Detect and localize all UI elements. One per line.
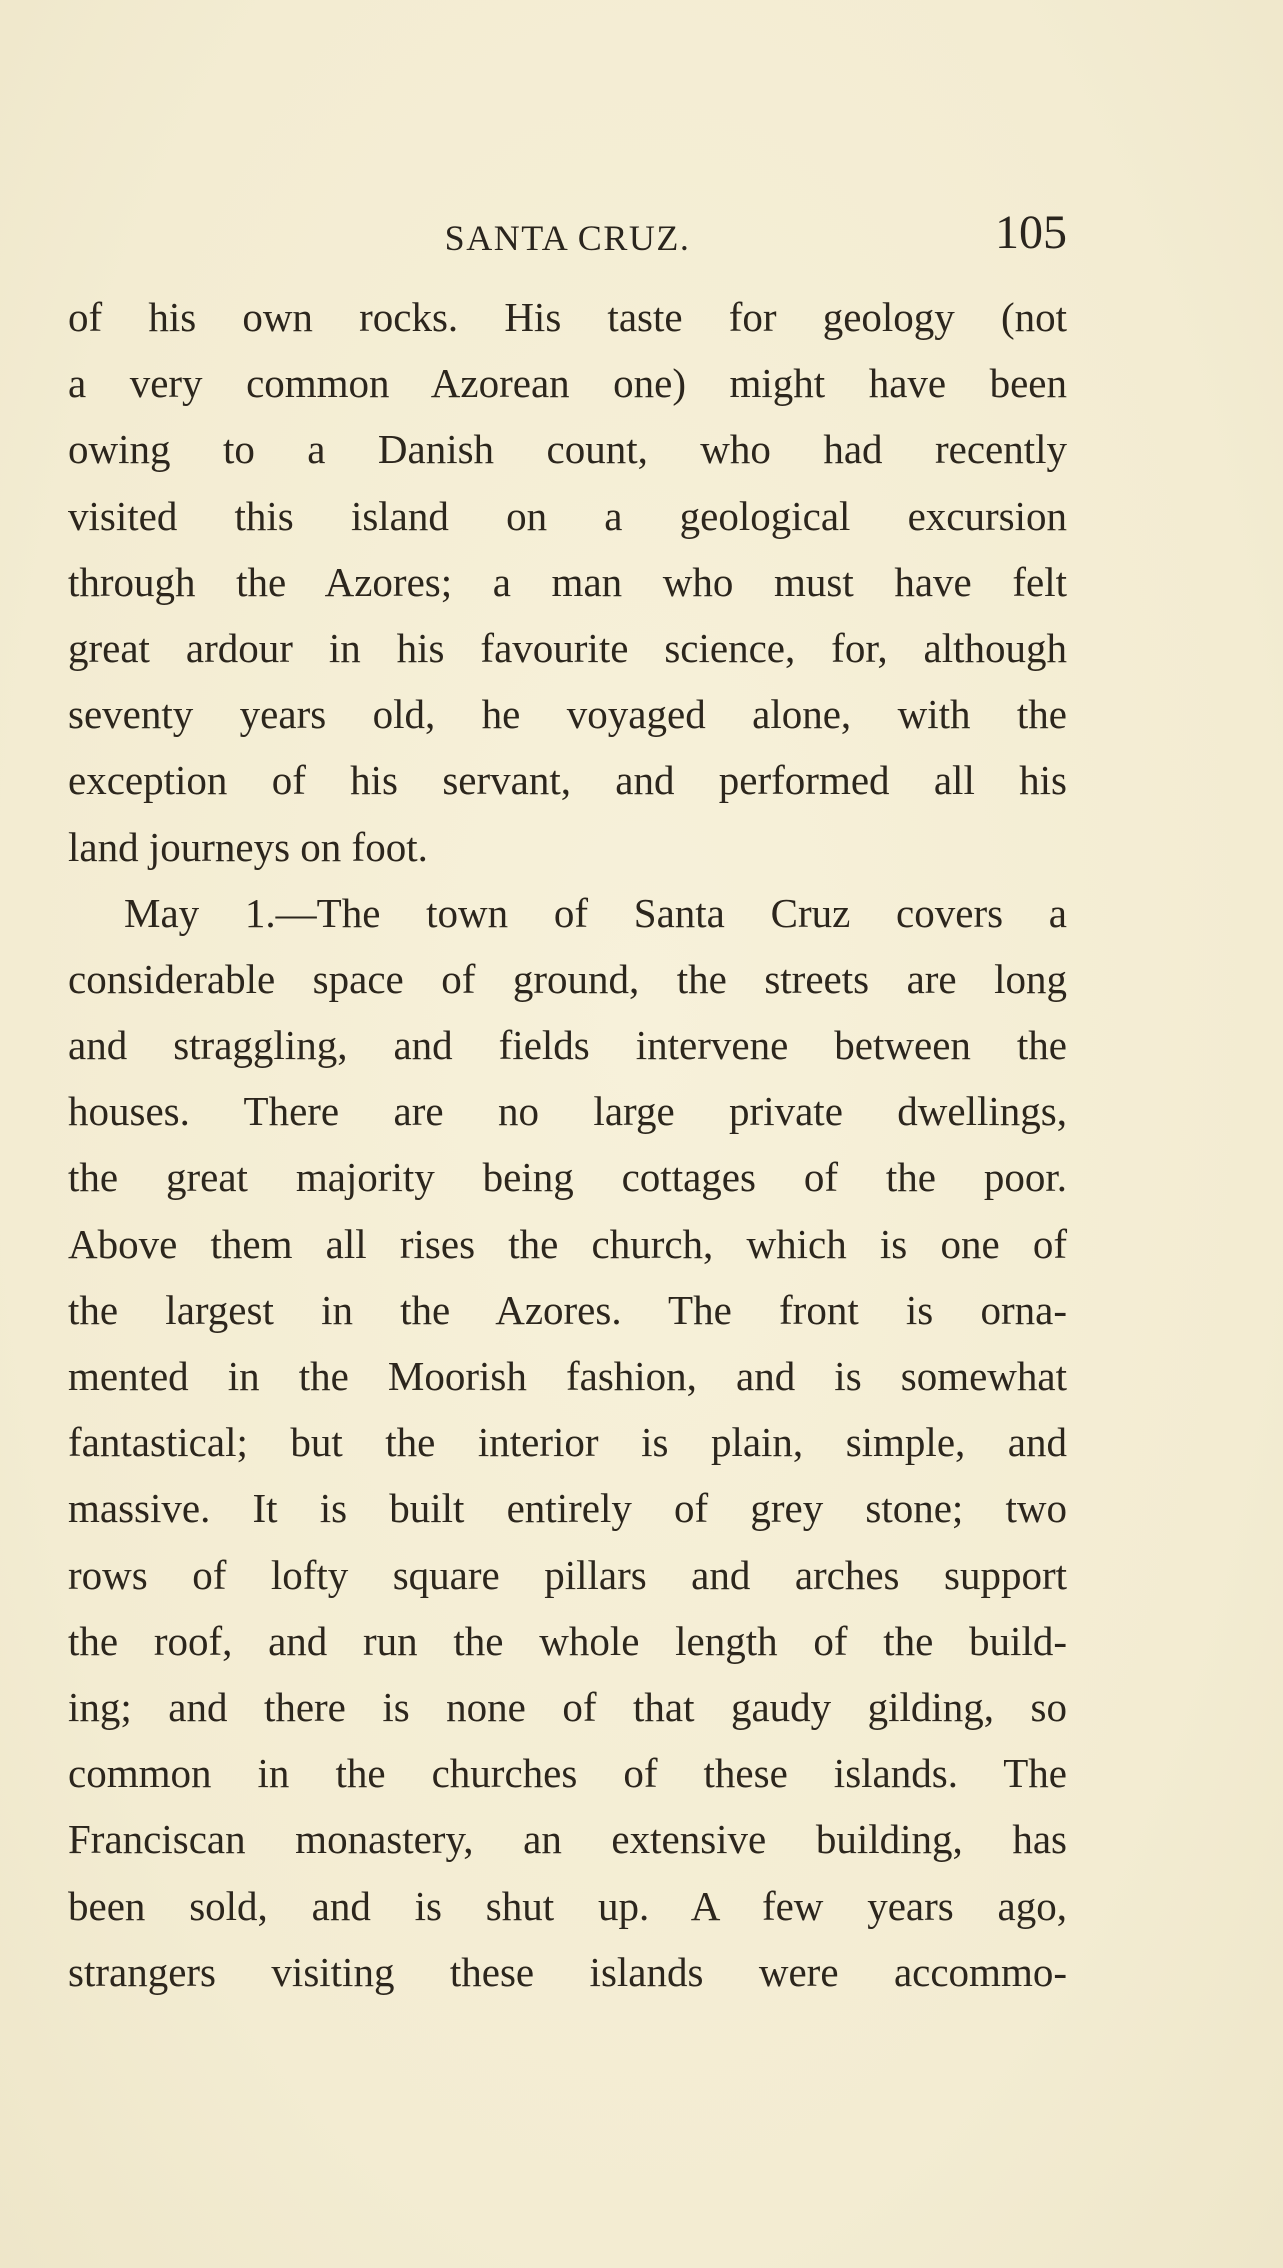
text-line: common in the churches of these islands. The [68, 1750, 1067, 1797]
text-line: fantastical; but the interior is plain, simple, and [68, 1419, 1067, 1466]
text-line: houses. There are no large private dwellings, [68, 1088, 1067, 1135]
text-line: strangers visiting these islands were accommo- [68, 1948, 1067, 1995]
text-line: the largest in the Azores. The front is orna- [68, 1286, 1067, 1333]
text-line: through the Azores; a man who must have felt [68, 558, 1067, 605]
text-line: a very common Azorean one) might have been [68, 360, 1067, 407]
text-line: and straggling, and fields intervene between the [68, 1022, 1067, 1069]
text-line: exception of his servant, and performed all his [68, 757, 1067, 804]
text-line: rows of lofty square pillars and arches support [68, 1551, 1067, 1598]
text-line: ing; and there is none of that gaudy gilding, so [68, 1683, 1067, 1730]
text-line: Above them all rises the church, which is one of [68, 1220, 1067, 1267]
paragraph-end-line: land journeys on foot. [68, 823, 428, 870]
running-title: SANTA CRUZ. [444, 218, 691, 258]
text-line: seventy years old, he voyaged alone, with the [68, 691, 1067, 738]
text-line: massive. It is built entirely of grey stone; two [68, 1485, 1067, 1532]
text-line: Franciscan monastery, an extensive building, has [68, 1816, 1067, 1863]
text-line: mented in the Moorish fashion, and is somewhat [68, 1353, 1067, 1399]
text-line: great ardour in his favourite science, for, although [68, 624, 1067, 671]
text-line: of his own rocks. His taste for geology (not [68, 294, 1067, 340]
running-head [68, 205, 1067, 261]
text-line: the great majority being cottages of the poor. [68, 1154, 1067, 1201]
text-line: visited this island on a geological excursion [68, 492, 1067, 539]
text-line: considerable space of ground, the streets are long [68, 955, 1067, 1002]
body-text [68, 284, 1067, 2005]
text-line: owing to a Danish count, who had recently [68, 426, 1067, 473]
page-number: 105 [995, 206, 1067, 259]
paragraph-start-line: May 1.—The town of Santa Cruz covers a [124, 889, 1067, 936]
text-line: been sold, and is shut up. A few years ago, [68, 1882, 1067, 1929]
text-line: the roof, and run the whole length of the build- [68, 1617, 1067, 1664]
